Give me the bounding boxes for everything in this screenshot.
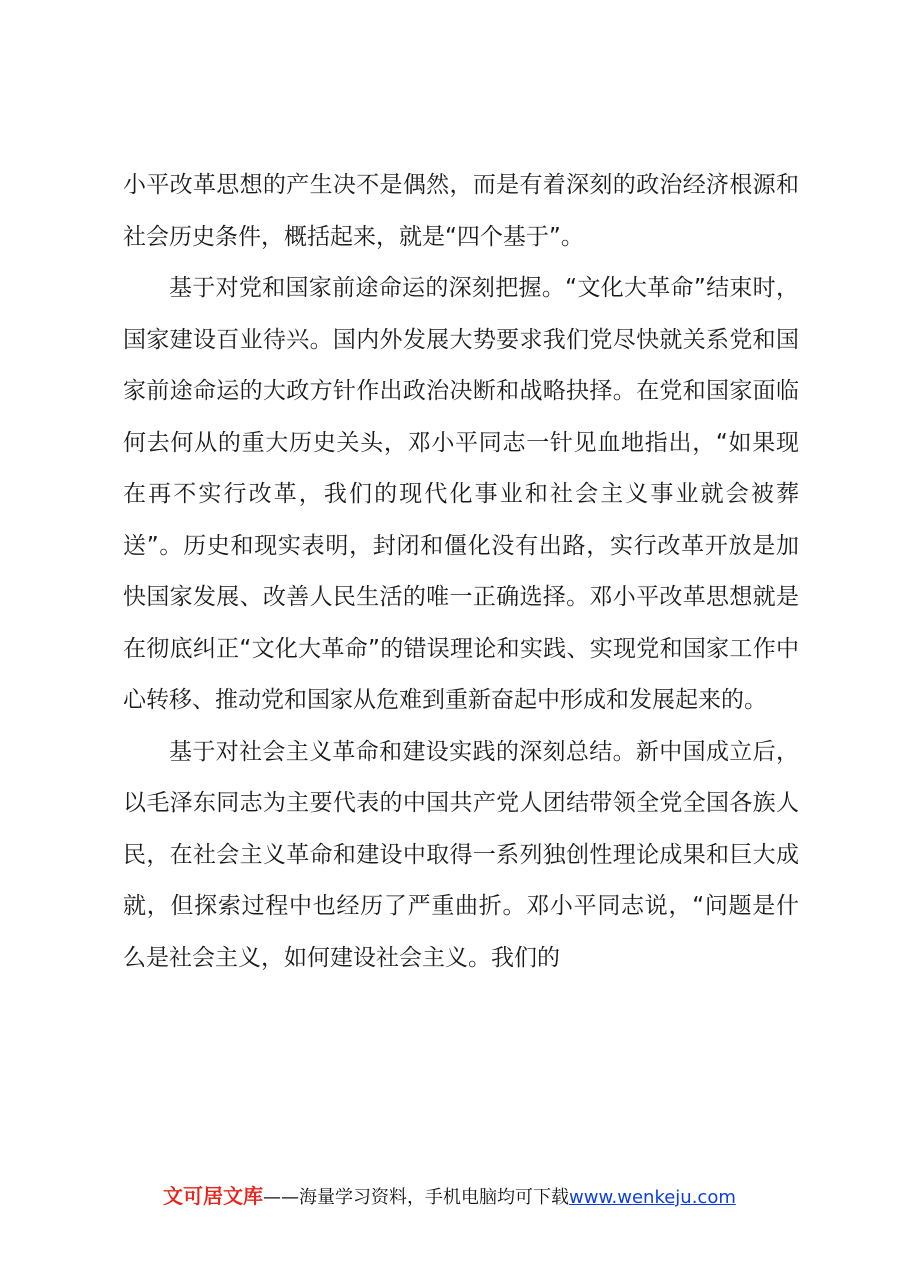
footer-slogan: ——海量学习资料，手机电脑均可下载: [263, 1187, 569, 1208]
paragraph-party-and-state: 基于对党和国家前途命运的深刻把握。“文化大革命”结束时，国家建设百业待兴。国内外发展大势要求我们党尽快就关系党和国家前途命运的大政方针作出政治决断和战略抉择。在党和国家面临何去何从的重大历史关头，邓小平同志一针见血地指出，“如果现在再不实行改革，我们的现代化事业和社会主义事业就会被葬送”。历史和现实表明，封闭和僵化没有出路，实行改革开放是加快国家发展、改善人民生活的唯一正确选择。邓小平改革思想就是在彻底纠正“文化大革命”的错误理论和实践、实现党和国家工作中心转移、推动党和国家从危难到重新奋起中形成和发展起来的。: [123, 275, 799, 713]
paragraph-socialist-practice: 基于对社会主义革命和建设实践的深刻总结。新中国成立后，以毛泽东同志为主要代表的中国共产党人团结带领全党全国各族人民，在社会主义革命和建设中取得一系列独创性理论成果和巨大成就，但探索过程中也经历了严重曲折。邓小平同志说，“问题是什么是社会主义，如何建设社会主义。我们的: [123, 738, 799, 971]
paragraph-continuation: 小平改革思想的产生决不是偶然，而是有着深刻的政治经济根源和社会历史条件，概括起来，就是“四个基于”。: [123, 172, 799, 250]
footer-brand: 文可居文库: [163, 1184, 263, 1208]
footer-banner: [163, 1183, 803, 1211]
footer-link[interactable]: www.wenkeju.com: [569, 1187, 736, 1208]
document-body: [123, 160, 799, 984]
